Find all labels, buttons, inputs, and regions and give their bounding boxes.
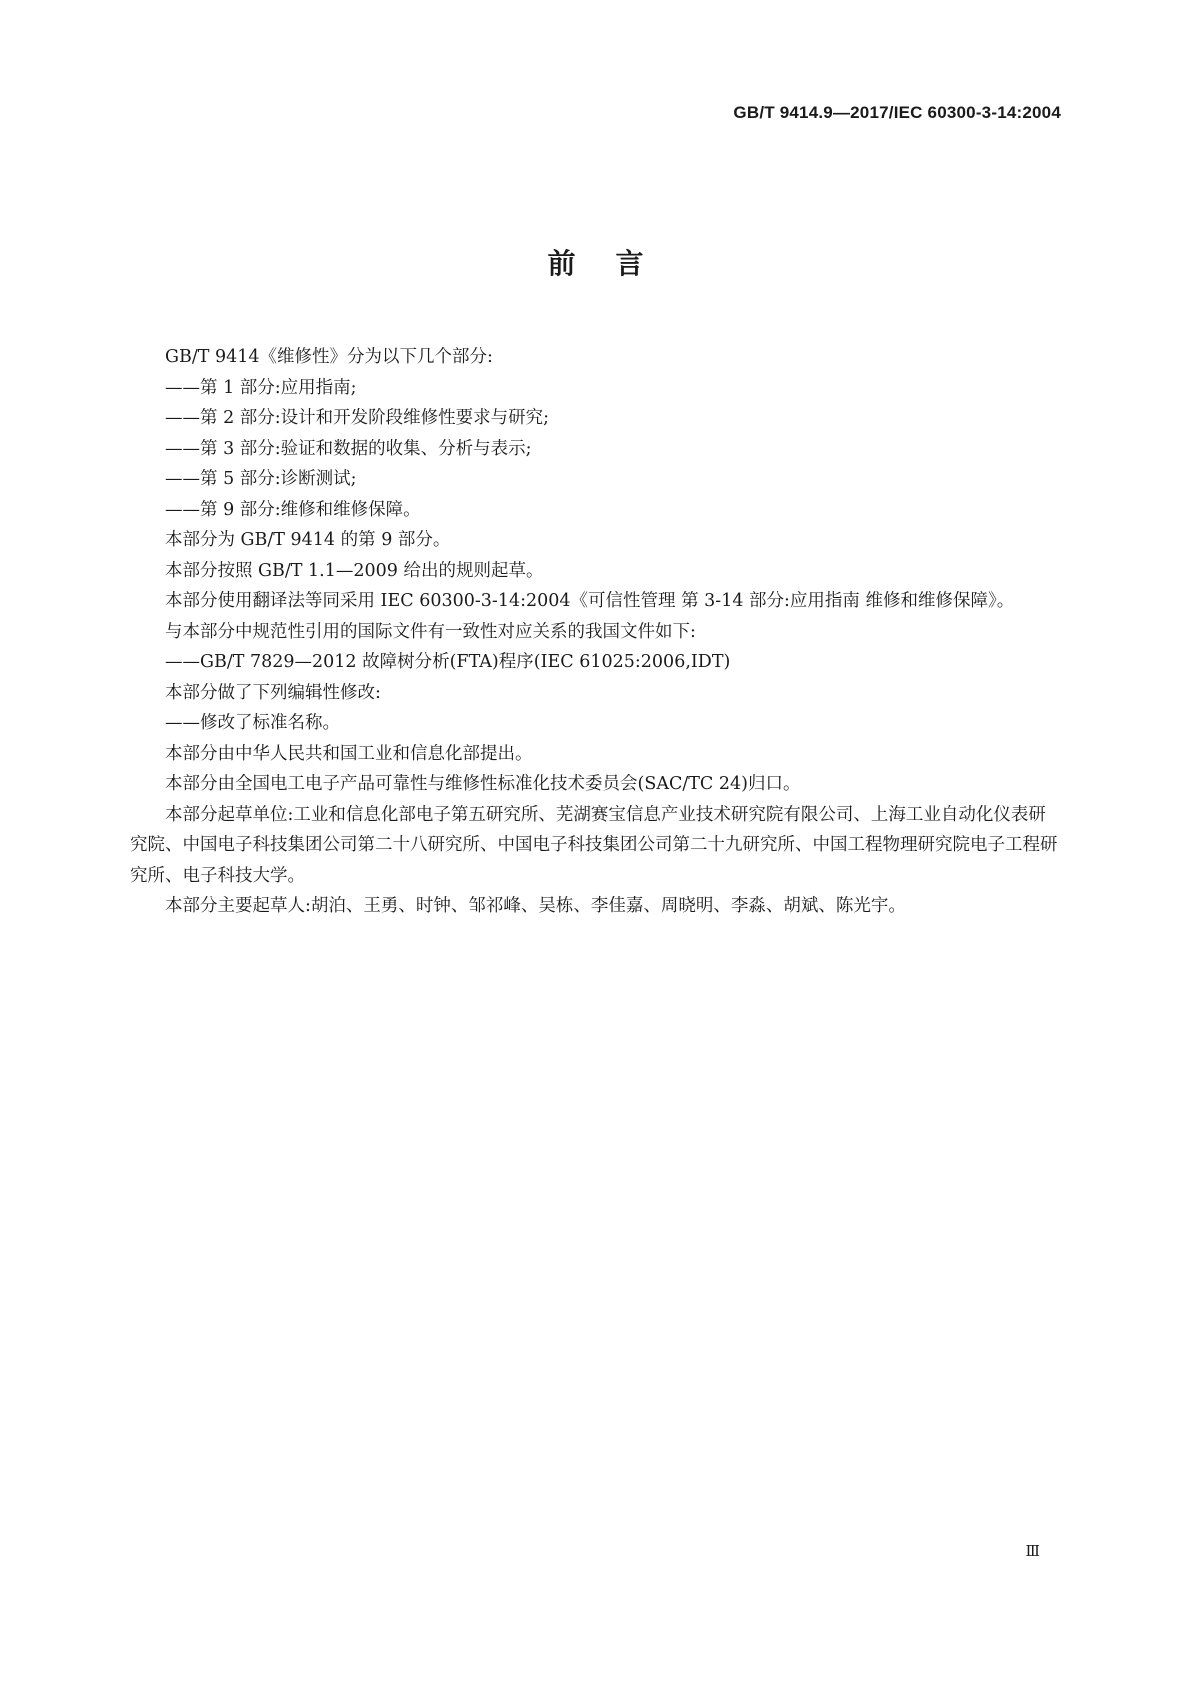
paragraph-part-statement: 本部分为 GB/T 9414 的第 9 部分。 bbox=[165, 530, 451, 550]
page-title: 前言 bbox=[547, 247, 684, 280]
list-item-part-5: ——第 5 部分:诊断测试; bbox=[165, 469, 357, 489]
document-body bbox=[130, 342, 1061, 922]
list-item-title-change: ——修改了标准名称。 bbox=[165, 713, 340, 733]
list-item-part-1: ——第 1 部分:应用指南; bbox=[165, 377, 357, 398]
paragraph-proposed-by: 本部分由中华人民共和国工业和信息化部提出。 bbox=[165, 743, 533, 764]
list-item-gbt-7829: ——GB/T 7829—2012 故障树分析(FTA)程序(IEC 61025:2006,IDT) bbox=[165, 652, 731, 672]
paragraph-editorial-changes: 本部分做了下列编辑性修改: bbox=[165, 682, 381, 703]
paragraph-governed-by: 本部分由全国电工电子产品可靠性与维修性标准化技术委员会(SAC/TC 24)归口。 bbox=[165, 774, 801, 794]
paragraph-parts-intro: GB/T 9414《维修性》分为以下几个部分: bbox=[165, 347, 493, 367]
paragraph-drafters: 本部分主要起草人:胡泊、王勇、时钟、邹祁峰、吴栋、李佳嘉、周晓明、李淼、胡斌、陈光宇。 bbox=[165, 896, 906, 916]
paragraph-normative-refs: 与本部分中规范性引用的国际文件有一致性对应关系的我国文件如下: bbox=[165, 621, 696, 642]
paragraph-drafting-rules: 本部分按照 GB/T 1.1—2009 给出的规则起草。 bbox=[165, 560, 544, 581]
paragraph-adoption: 本部分使用翻译法等同采用 IEC 60300-3-14:2004《可信性管理 第 3-14 部分:应用指南 维修和维修保障》。 bbox=[165, 591, 1015, 611]
list-item-part-9: ——第 9 部分:维修和维修保障。 bbox=[165, 499, 421, 520]
list-item-part-3: ——第 3 部分:验证和数据的收集、分析与表示; bbox=[165, 438, 532, 459]
standard-code-header: GB/T 9414.9—2017/IEC 60300-3-14:2004 bbox=[733, 103, 1061, 122]
page-number: Ⅲ bbox=[1025, 1542, 1040, 1560]
paragraph-drafting-units: 本部分起草单位:工业和信息化部电子第五研究所、芜湖赛宝信息产业技术研究院有限公司、上海工业自动化仪表研究院、中国电子科技集团公司第二十八研究所、中国电子科技集团公司第二十九研究所、中国工程物理研究院电子工程研究所、电子科技大学。 bbox=[130, 804, 1058, 886]
list-item-part-2: ——第 2 部分:设计和开发阶段维修性要求与研究; bbox=[165, 408, 550, 428]
